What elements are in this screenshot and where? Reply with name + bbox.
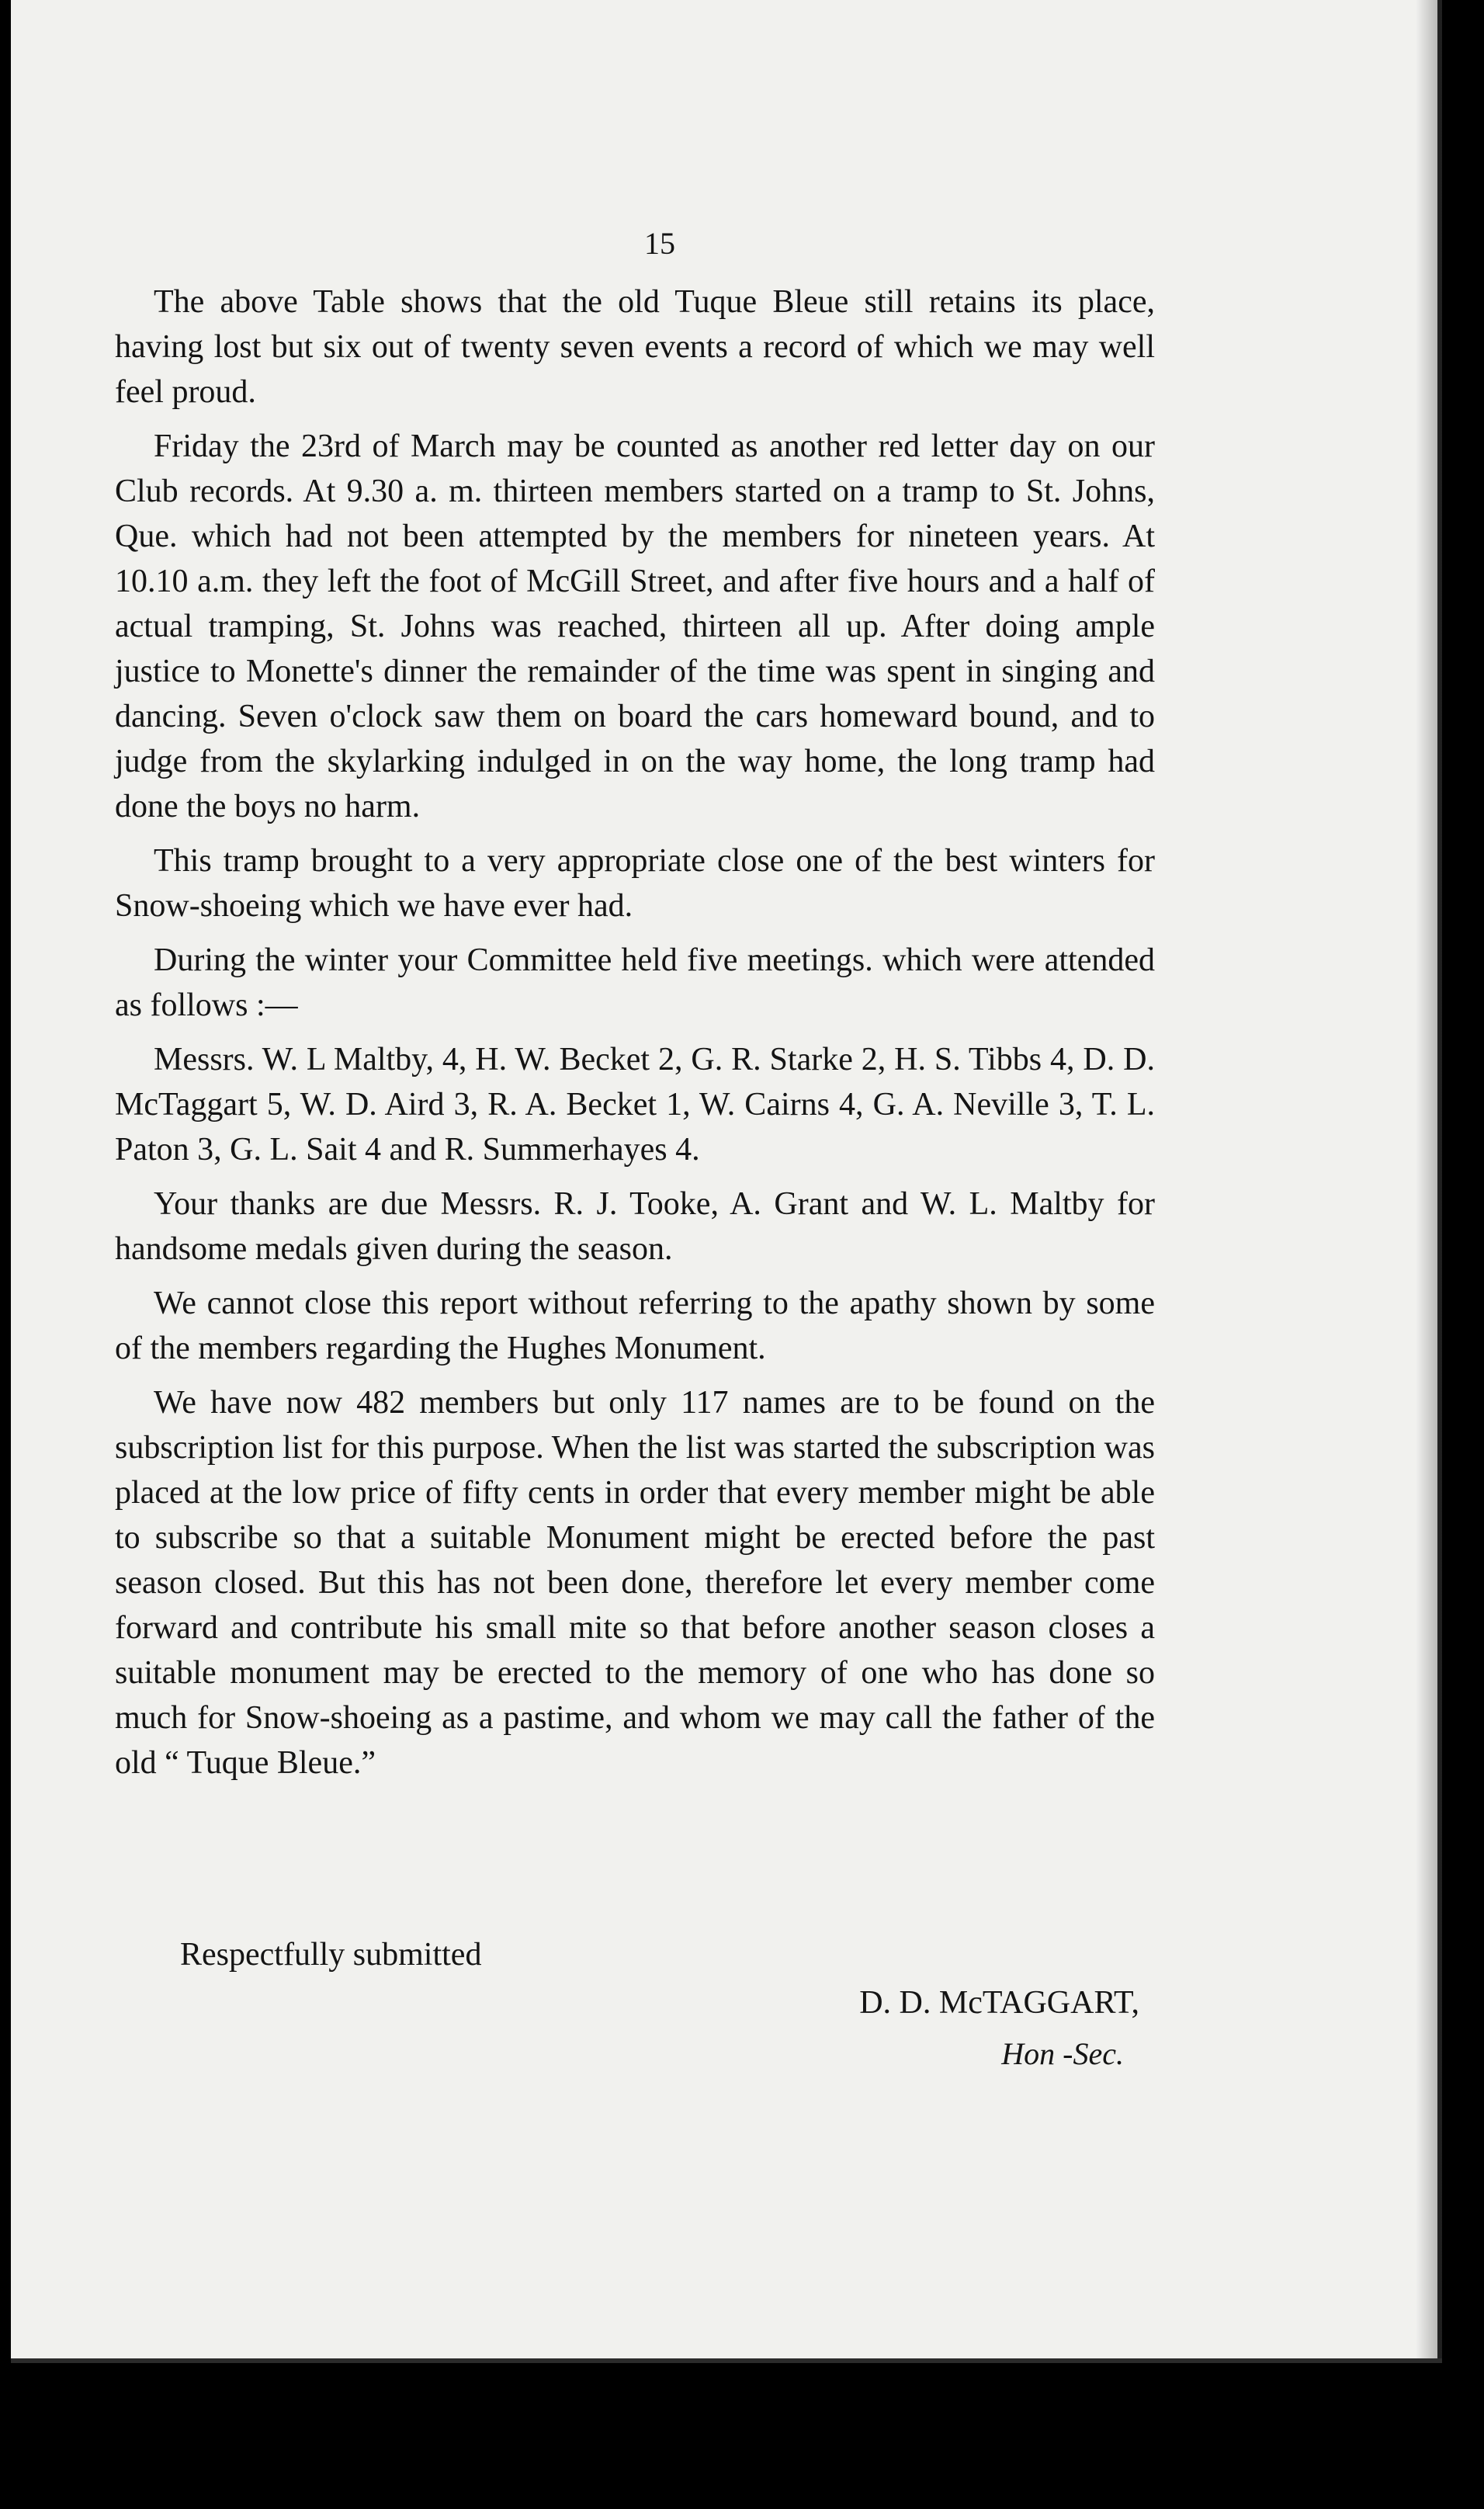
page-edge-shadow [1416,0,1448,2358]
report-body [115,279,1155,1795]
signature-name: D. D. McTAGGART, [859,1985,1139,2021]
paragraph-medal-thanks: Your thanks are due Messrs. R. J. Tooke, A. Grant and W. L. Maltby for handsome medals given during the season. [115,1186,1155,1267]
paragraph-monument-apathy: We cannot close this report without referring to the apathy shown by some of the members regarding the Hughes Monument. [115,1286,1155,1366]
paragraph-attendance-list: Messrs. W. L Maltby, 4, H. W. Becket 2, G. R. Starke 2, H. S. Tibbs 4, D. D. McTaggart 5, W. D. Aird 3, R. A. Becket 1, W. Cairns 4, G. A. Neville 3, T. L. Paton 3, G. L. Sait 4 and R. Summerhayes 4. [115,1042,1155,1168]
closing-line: Respectfully submitted [180,1937,482,1973]
signature-title: Hon -Sec. [1001,2036,1124,2071]
paragraph-subscription-appeal: We have now 482 members but only 117 names are to be found on the subscription list for this purpose. When the list was started the subscription was placed at the low price of fifty cents in order that every member might be able to subscribe so that a suitable Monument might be erected before the past season closed. But this has not been done, therefore let every member come forward and contribute his small mite so that before another season closes a suitable monument may be erected to the memory of one who has done so much for Snow-shoeing as a pastime, and whom we may call the father of the old “ Tuque Bleue.” [115,1385,1155,1781]
page-number: 15 [644,226,675,261]
paragraph-st-johns-tramp: Friday the 23rd of March may be counted as another red letter day on our Club records. At 9.30 a. m. thirteen members started on a tramp to St. Johns, Que. which had not been attempted by the members for nineteen years. At 10.10 a.m. they left the foot of McGill Street, and after five hours and a half of actual tramping, St. Johns was reached, thirteen all up. After doing ample justice to Monette's dinner the remainder of the time was spent in singing and dancing. Seven o'clock saw them on board the cars homeward bound, and to judge from the skylarking indulged in on the way home, the long tramp had done the boys no harm. [115,429,1155,824]
paragraph-committee-meetings: During the winter your Committee held five meetings. which were attended as follows :— [115,942,1155,1023]
paragraph-winter-close: This tramp brought to a very appropriate close one of the best winters for Snow-shoeing which we have ever had. [115,843,1155,924]
paragraph-table-summary: The above Table shows that the old Tuque Bleue still retains its place, having lost but six out of twenty seven events a record of which we may well feel proud. [115,284,1155,410]
